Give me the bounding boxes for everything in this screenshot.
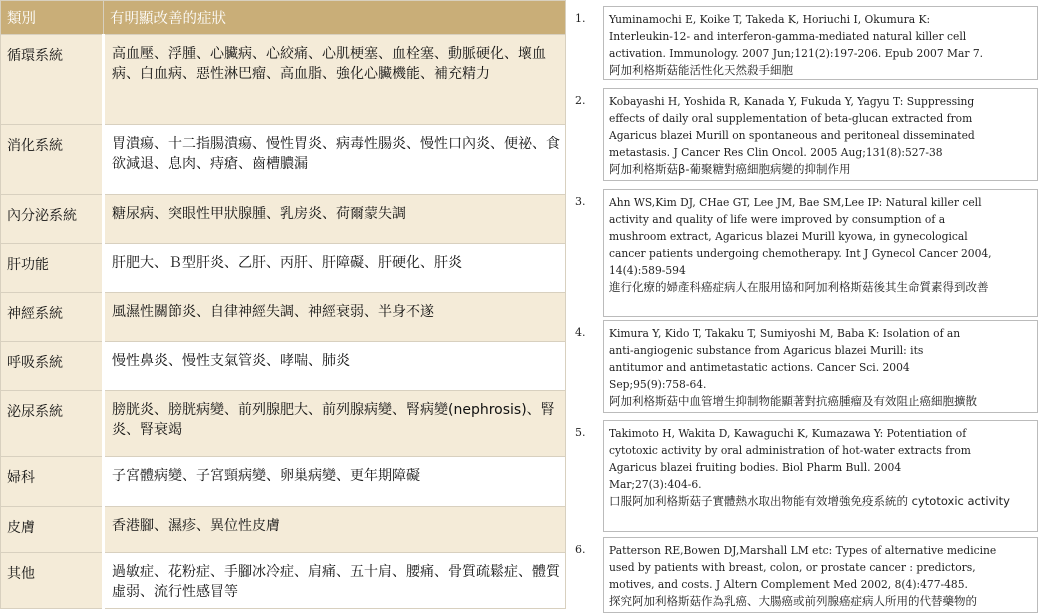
reference-citation: Kobayashi H, Yoshida R, Kanada Y, Fukuda Y, Yagyu T: Suppressing effects of daily oral supplementation of beta-glucan extracted from Agaricus blazei Murill on spontaneous and peritoneal disseminated metastasis. J Cancer Res Clin Oncol. 2005 Aug;131(8):527-38 <box>609 95 975 159</box>
symptoms-cell: 膀胱炎、膀胱病變、前列腺肥大、前列腺病變、腎病變(nephrosis)、腎炎、腎衰竭 <box>104 391 566 457</box>
table-row <box>1 244 566 293</box>
table-row <box>1 457 566 507</box>
reference-citation: Takimoto H, Wakita D, Kawaguchi K, Kumazawa Y: Potentiation of cytotoxic activity by oral administration of hot-water extracts from Agaricus blazei fruiting bodies. Biol Pharm Bull. 2004 Mar;27(3):404-6. <box>609 427 971 491</box>
header-symptoms: 有明顯改善的症狀 <box>104 1 566 35</box>
header-category: 類別 <box>1 1 104 35</box>
reference-number: 4. <box>575 326 586 339</box>
symptoms-cell: 風濕性關節炎、自律神經失調、神經衰弱、半身不遂 <box>104 293 566 342</box>
symptoms-cell: 高血壓、浮腫、心臟病、心絞痛、心肌梗塞、血栓塞、動脈硬化、壞血病、白血病、惡性淋巴瘤、高血脂、強化心臟機能、補充精力 <box>104 35 566 125</box>
reference-text <box>609 93 1034 178</box>
category-cell: 肝功能 <box>1 244 104 293</box>
category-cell: 泌尿系統 <box>1 391 104 457</box>
symptoms-cell: 香港腳、濕疹、異位性皮膚 <box>104 507 566 553</box>
reference-citation: Yuminamochi E, Koike T, Takeda K, Horiuchi I, Okumura K: Interleukin-12- and interferon-gamma-mediated natural killer cell activation. Immunology. 2007 Jun;121(2):197-206. Epub 2007 Mar 7. <box>609 13 984 60</box>
category-cell: 皮膚 <box>1 507 104 553</box>
reference-note: 探究阿加利格斯菇作為乳癌、大腸癌或前列腺癌症病人所用的代替藥物的 <box>609 594 977 608</box>
reference-citation: Ahn WS,Kim DJ, CHae GT, Lee JM, Bae SM,Lee IP: Natural killer cell activity and quality of life were improved by consumption of a mushroom extract, Agaricus blazei Murill kyowa, in gynecological cancer patients undergoing chemotherapy. Int J Gynecol Cancer 2004, 14(4):589-594 <box>609 196 992 277</box>
symptoms-cell: 過敏症、花粉症、手腳冰冷症、肩痛、五十肩、腰痛、骨質疏鬆症、體質虛弱、流行性感冒等 <box>104 553 566 609</box>
reference-item <box>572 537 1038 613</box>
table-row <box>1 507 566 553</box>
reference-item <box>572 320 1038 413</box>
category-cell: 婦科 <box>1 457 104 507</box>
symptoms-cell: 糖尿病、突眼性甲狀腺腫、乳房炎、荷爾蒙失調 <box>104 195 566 244</box>
reference-note: 口服阿加利格斯菇子實體熱水取出物能有效增強免疫系統的 cytotoxic activity <box>609 494 1010 508</box>
reference-text <box>609 542 1034 610</box>
category-cell: 呼吸系統 <box>1 342 104 391</box>
reference-number: 6. <box>575 543 586 556</box>
reference-text <box>609 425 1034 510</box>
symptoms-cell: 胃潰瘍、十二指腸潰瘍、慢性胃炎、病毒性腸炎、慢性口內炎、便祕、食欲減退、息肉、痔瘡、齒槽膿漏 <box>104 125 566 195</box>
reference-item <box>572 189 1038 317</box>
table-row <box>1 293 566 342</box>
reference-item <box>572 420 1038 532</box>
symptoms-cell: 肝肥大、Ｂ型肝炎、乙肝、丙肝、肝障礙、肝硬化、肝炎 <box>104 244 566 293</box>
table-row <box>1 125 566 195</box>
reference-citation: Kimura Y, Kido T, Takaku T, Sumiyoshi M, Baba K: Isolation of an anti-angiogenic substance from Agaricus blazei Murill: its antitumor and antimetastatic actions. Cancer Sci. 2004 Sep;95(9):758-64. <box>609 327 961 391</box>
symptoms-cell: 子宮體病變、子宮頸病變、卵巢病變、更年期障礙 <box>104 457 566 507</box>
category-cell: 循環系統 <box>1 35 104 125</box>
table-row <box>1 342 566 391</box>
table-row <box>1 553 566 609</box>
reference-note: 阿加利格斯菇中血管增生抑制物能顯著對抗癌腫瘤及有效阻止癌細胞擴散 <box>609 394 977 408</box>
reference-number: 1. <box>575 12 586 25</box>
reference-item <box>572 6 1038 80</box>
category-cell: 消化系統 <box>1 125 104 195</box>
table-row <box>1 391 566 457</box>
reference-citation: Patterson RE,Bowen DJ,Marshall LM etc: Types of alternative medicine used by patients with breast, colon, or prostate cancer : predictors, motives, and costs. J Altern Complement Med 2002, 8(4):477-485. <box>609 544 997 591</box>
category-cell: 神經系統 <box>1 293 104 342</box>
symptoms-cell: 慢性鼻炎、慢性支氣管炎、哮喘、肺炎 <box>104 342 566 391</box>
category-cell: 內分泌系統 <box>1 195 104 244</box>
reference-item <box>572 88 1038 181</box>
table-header-row <box>1 1 566 35</box>
category-cell: 其他 <box>1 553 104 609</box>
reference-number: 2. <box>575 94 586 107</box>
reference-text <box>609 11 1034 79</box>
reference-text <box>609 194 1034 296</box>
reference-note: 進行化療的婦產科癌症病人在服用協和阿加利格斯菇後其生命質素得到改善 <box>609 280 989 294</box>
reference-note: 阿加利格斯菇β-葡聚糖對癌細胞病變的抑制作用 <box>609 162 851 176</box>
reference-number: 5. <box>575 426 586 439</box>
reference-text <box>609 325 1034 410</box>
table-row <box>1 35 566 125</box>
table-row <box>1 195 566 244</box>
reference-number: 3. <box>575 195 586 208</box>
reference-note: 阿加利格斯菇能活性化天然殺手細胞 <box>609 63 793 77</box>
